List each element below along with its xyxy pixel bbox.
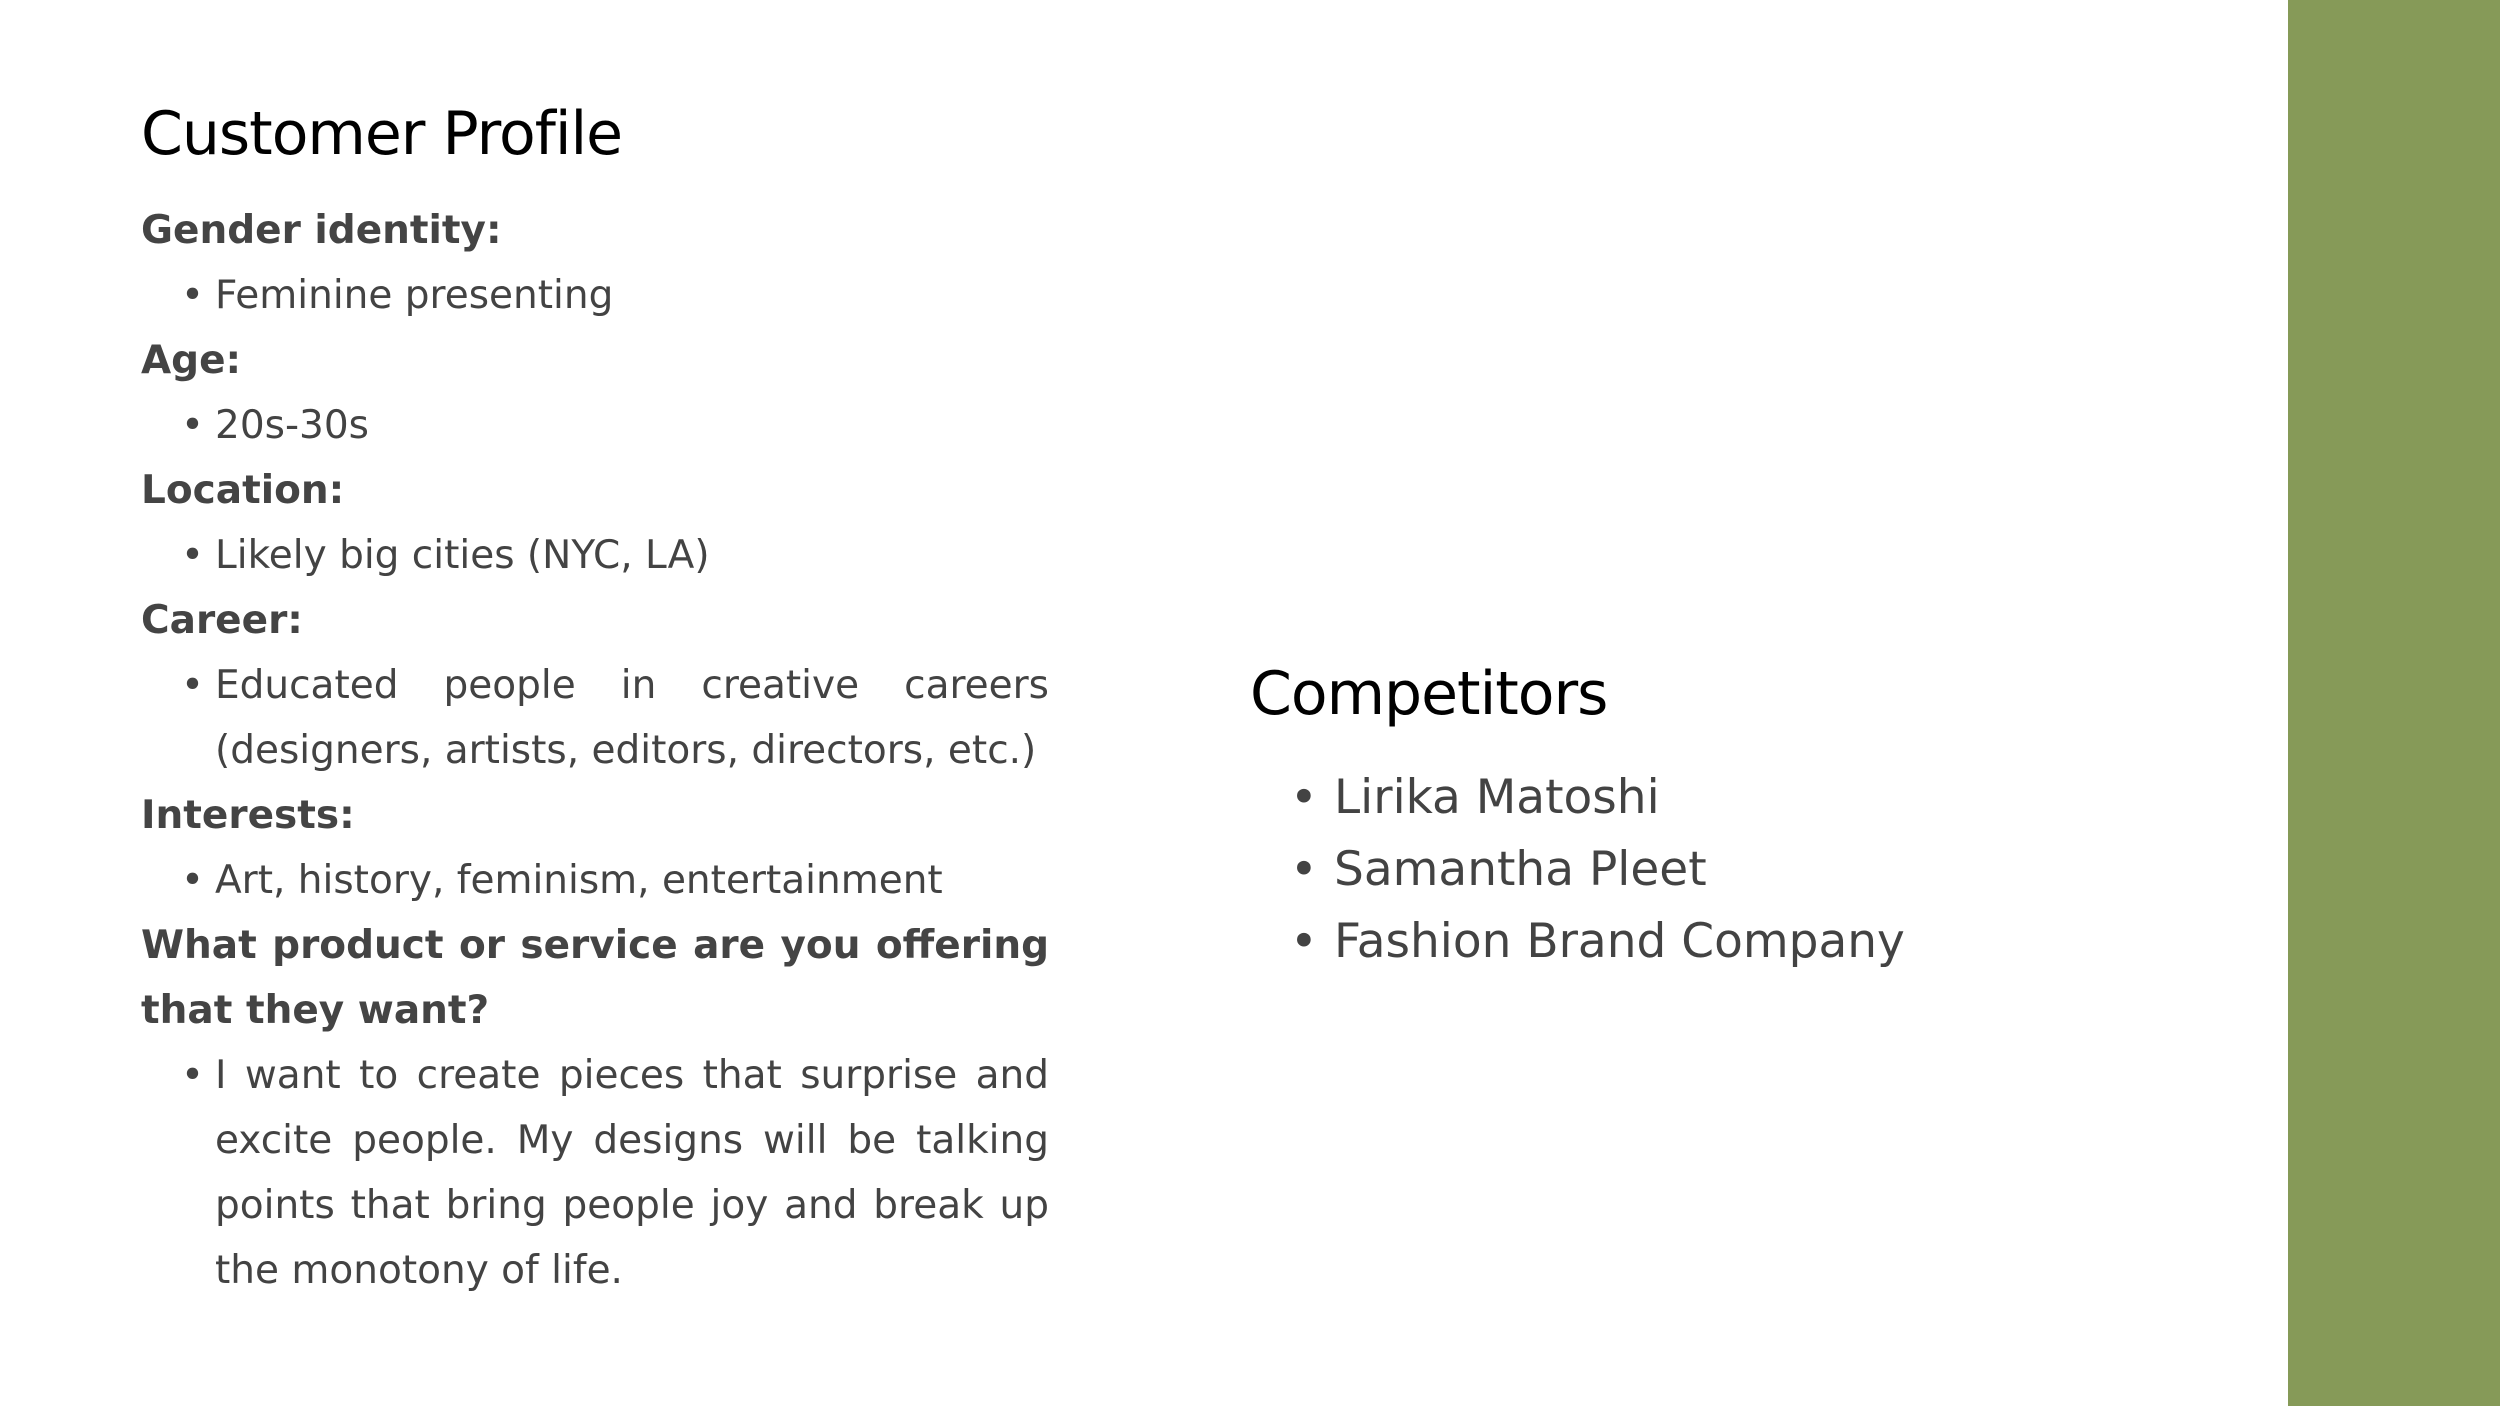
customer-profile-title: Customer Profile: [141, 99, 623, 169]
list-item-text: I want to create pieces that surprise and excite people. My designs will be talking points that bring people joy and break up the monotony of life.: [215, 1053, 1049, 1293]
list-item-text: 20s-30s: [215, 403, 369, 448]
list-item-text: Educated people in creative careers (designers, artists, editors, directors, etc.): [215, 663, 1049, 773]
competitors-section: [1250, 656, 2150, 978]
location-label: Location:: [141, 468, 345, 513]
offering-question-label: What product or service are you offering that they want?: [141, 923, 1049, 1033]
gender-identity-label: Gender identity:: [141, 208, 502, 253]
list-item-text: Likely big cities (NYC, LA): [215, 533, 710, 578]
bullet-icon: •: [181, 403, 205, 448]
bullet-icon: •: [1290, 770, 1318, 825]
career-label: Career:: [141, 598, 303, 643]
list-item: [141, 1043, 1049, 1303]
list-item: [1250, 762, 2150, 834]
accent-bar: [2288, 0, 2500, 1406]
competitor-name: Samantha Pleet: [1334, 842, 1707, 897]
list-item-text: Feminine presenting: [215, 273, 614, 318]
career-list: [141, 653, 1049, 783]
list-item-text: Art, history, feminism, entertainment: [215, 858, 943, 903]
list-item: [1250, 906, 2150, 978]
age-label: Age:: [141, 338, 242, 383]
interests-label: Interests:: [141, 793, 355, 838]
bullet-icon: •: [181, 273, 205, 318]
gender-identity-list: [141, 263, 1049, 328]
bullet-icon: •: [181, 1053, 205, 1098]
location-list: [141, 523, 1049, 588]
list-item: [141, 263, 1049, 328]
interests-list: [141, 848, 1049, 913]
bullet-icon: •: [1290, 914, 1318, 969]
customer-profile-section: [141, 96, 1049, 1303]
list-item: [141, 653, 1049, 783]
competitors-title: Competitors: [1250, 659, 1608, 729]
list-item: [1250, 834, 2150, 906]
list-item: [141, 848, 1049, 913]
bullet-icon: •: [181, 858, 205, 903]
bullet-icon: •: [181, 663, 205, 708]
competitors-list: [1250, 762, 2150, 978]
customer-profile-body: [141, 198, 1049, 1303]
competitor-name: Lirika Matoshi: [1334, 770, 1660, 825]
list-item: [141, 393, 1049, 458]
list-item: [141, 523, 1049, 588]
bullet-icon: •: [181, 533, 205, 578]
competitor-name: Fashion Brand Company: [1334, 914, 1905, 969]
bullet-icon: •: [1290, 842, 1318, 897]
offering-list: [141, 1043, 1049, 1303]
age-list: [141, 393, 1049, 458]
